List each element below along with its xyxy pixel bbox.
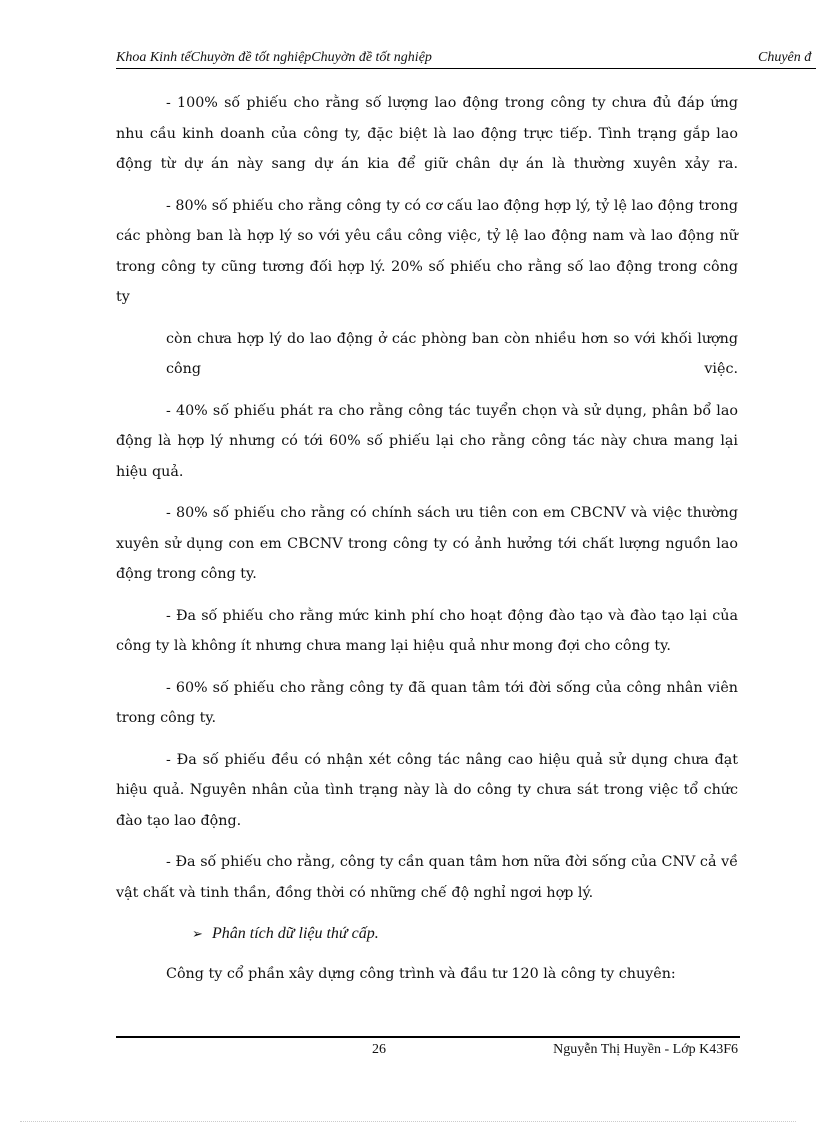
- paragraph-recruitment: - 40% số phiếu phát ra cho rằng công tác tuyển chọn và sử dụng, phân bổ lao động là hợp lý nhưng có tới 60% số phiếu lại cho rằng công tác này chưa mang lại hiệu quả.: [116, 402, 738, 480]
- paragraph-labour-shortage: - 100% số phiếu cho rằng số lượng lao động trong công ty chưa đủ đáp ứng nhu cầu kinh doanh của công ty, đặc biệt là lao động trực tiếp. Tình trạng gắp lao động từ dự án này sang dự án kia để giữ chân dự án là thường xuyên xảy ra.: [116, 95, 738, 172]
- footer-divider: [116, 1036, 740, 1038]
- page-body: [116, 88, 738, 989]
- footer-author: Nguyễn Thị Huyền - Lớp K43F6: [553, 1042, 738, 1057]
- paragraph-company-intro: Công ty cổ phần xây dựng công trình và đầu tư 120 là công ty chuyên:: [166, 965, 676, 982]
- header-right-text: Chuyên đ: [758, 50, 812, 65]
- header-left-text: Khoa Kinh tếChuyờn đề tốt nghiệpChuyờn đề tốt nghiệp: [116, 50, 432, 65]
- paragraph-welfare: - Đa số phiếu cho rằng, công ty cần quan tâm hơn nữa đời sống của CNV cả về vật chất và tinh thần, đồng thời có những chế độ nghỉ ngơi hợp lý.: [116, 854, 738, 901]
- page-number: 26: [372, 1042, 386, 1057]
- paragraph-labour-structure-continued: còn chưa hợp lý do lao động ở các phòng ban còn nhiều hơn so với khối lượng công việc.: [166, 330, 738, 377]
- section-heading: [116, 919, 738, 950]
- paragraph-training-budget: - Đa số phiếu cho rằng mức kinh phí cho hoạt động đào tạo và đào tạo lại của công ty là không ít nhưng chưa mang lại hiệu quả như mong đợi cho công ty.: [116, 607, 738, 654]
- page-edge-divider: [20, 1121, 796, 1122]
- header-divider: [116, 68, 816, 69]
- paragraph-efficiency: - Đa số phiếu đều có nhận xét công tác nâng cao hiệu quả sử dụng chưa đạt hiệu quả. Nguyên nhân của tình trạng này là do công ty chưa sát trong việc tổ chức đào tạo lao động.: [116, 751, 738, 829]
- arrow-bullet-icon: ➢: [192, 926, 203, 941]
- paragraph-employee-care: - 60% số phiếu cho rằng công ty đã quan tâm tới đời sống của công nhân viên trong công ty.: [116, 679, 738, 726]
- section-heading-text: Phân tích dữ liệu thứ cấp.: [212, 925, 379, 942]
- paragraph-priority-policy: - 80% số phiếu cho rằng có chính sách ưu tiên con em CBCNV và việc thường xuyên sử dụng con em CBCNV trong công ty có ảnh hưởng tới chất lượng nguồn lao động trong công ty.: [116, 505, 738, 582]
- paragraph-labour-structure: - 80% số phiếu cho rằng công ty có cơ cấu lao động hợp lý, tỷ lệ lao động trong các phòng ban là hợp lý so với yêu cầu công việc, tỷ lệ lao động nam và lao động nữ trong công ty cũng tương đối hợp lý. 20% số phiếu cho rằng số lao động trong công ty: [116, 197, 738, 305]
